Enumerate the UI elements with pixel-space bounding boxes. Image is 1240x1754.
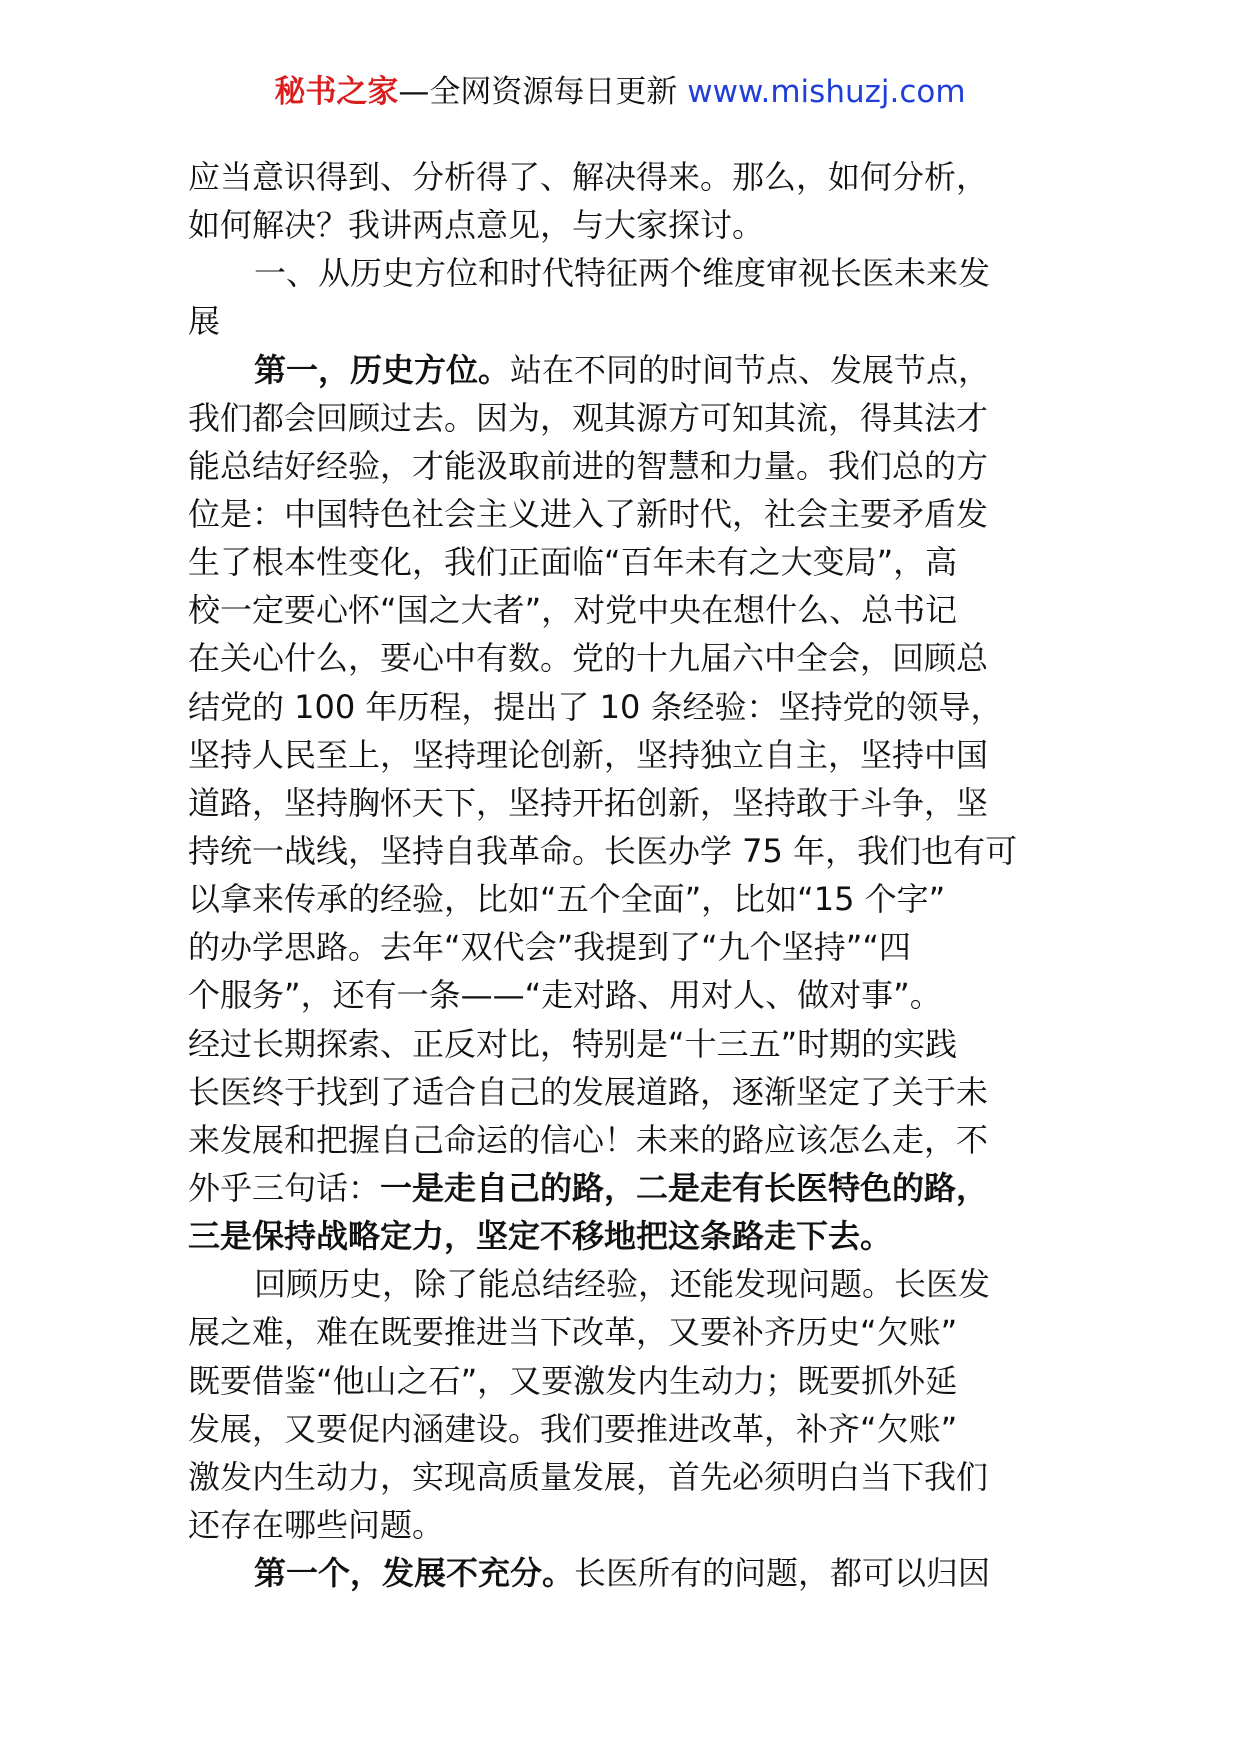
text-line: 应当意识得到、分析得了、解决得来。那么，如何分析， [188, 158, 989, 196]
text-line [188, 346, 1058, 394]
text-line: 道路，坚持胸怀天下，坚持开拓创新，坚持敢于斗争，坚 [188, 783, 989, 822]
section-heading-continued: 展 [188, 302, 221, 341]
text-line: 在关心什么，要心中有数。党的十九届六中全会，回顾总 [188, 639, 989, 678]
text-line: 以拿来传承的经验，比如“五个全面”，比如“15 个字” [188, 880, 946, 919]
bold-run: 三是保持战略定力，坚定不移地把这条路走下去。 [188, 1217, 893, 1256]
text-run: 站在不同的时间节点、发展节点， [510, 350, 991, 389]
text-line: 激发内生动力，实现高质量发展，首先必须明白当下我们 [188, 1457, 989, 1496]
bold-lead: 第一，历史方位。 [254, 350, 511, 389]
text-line: 长医终于找到了适合自己的发展道路，逐渐坚定了关于未 [188, 1072, 989, 1111]
text-line: 如何解决？我讲两点意见，与大家探讨。 [188, 206, 765, 245]
text-line: 个服务”，还有一条——“走对路、用对人、做对事”。 [188, 976, 942, 1015]
text-line: 我们都会回顾过去。因为，观其源方可知其流，得其法才 [188, 398, 989, 437]
text-line: 发展，又要促内涵建设。我们要推进改革，补齐“欠账” [188, 1409, 958, 1448]
text-run: 长医所有的问题，都可以归因 [574, 1554, 991, 1593]
site-url-link[interactable]: www.mishuzj.com [687, 74, 966, 110]
text-line: 回顾历史，除了能总结经验，还能发现问题。长医发 [254, 1265, 991, 1304]
text-line [188, 1549, 1058, 1597]
text-line: 展之难，难在既要推进当下改革，又要补齐历史“欠账” [188, 1313, 958, 1352]
document-body [188, 153, 1058, 1597]
text-line [188, 1164, 1058, 1212]
text-line: 结党的 100 年历程，提出了 10 条经验：坚持党的领导， [188, 687, 1003, 726]
text-line [188, 1212, 1058, 1260]
text-line: 既要借鉴“他山之石”，又要激发内生动力；既要抓外延 [188, 1361, 958, 1400]
site-name: 秘书之家 [274, 74, 399, 110]
text-line: 位是：中国特色社会主义进入了新时代，社会主要矛盾发 [188, 494, 989, 533]
text-line: 持统一战线，坚持自我革命。长医办学 75 年，我们也有可 [188, 831, 1018, 870]
text-line: 坚持人民至上，坚持理论创新，坚持独立自主，坚持中国 [188, 735, 989, 774]
text-line: 能总结好经验，才能汲取前进的智慧和力量。我们总的方 [188, 446, 989, 485]
text-line: 经过长期探索、正反对比，特别是“十三五”时期的实践 [188, 1024, 958, 1063]
text-line: 校一定要心怀“国之大者”，对党中央在想什么、总书记 [188, 591, 958, 630]
text-line: 来发展和把握自己命运的信心！未来的路应该怎么走，不 [188, 1120, 989, 1159]
text-line: 生了根本性变化，我们正面临“百年未有之大变局”，高 [188, 543, 958, 582]
site-tagline: —全网资源每日更新 [398, 74, 688, 110]
text-line: 还存在哪些问题。 [188, 1505, 445, 1544]
bold-lead: 第一个，发展不充分。 [254, 1554, 575, 1593]
text-line: 的办学思路。去年“双代会”我提到了“九个坚持”“四 [188, 928, 911, 967]
text-run: 外乎三句话： [188, 1168, 381, 1207]
page-header [0, 72, 1240, 112]
section-heading: 一、从历史方位和时代特征两个维度审视长医未来发 [254, 254, 991, 293]
bold-run: 一是走自己的路，二是走有长医特色的路， [380, 1168, 989, 1207]
